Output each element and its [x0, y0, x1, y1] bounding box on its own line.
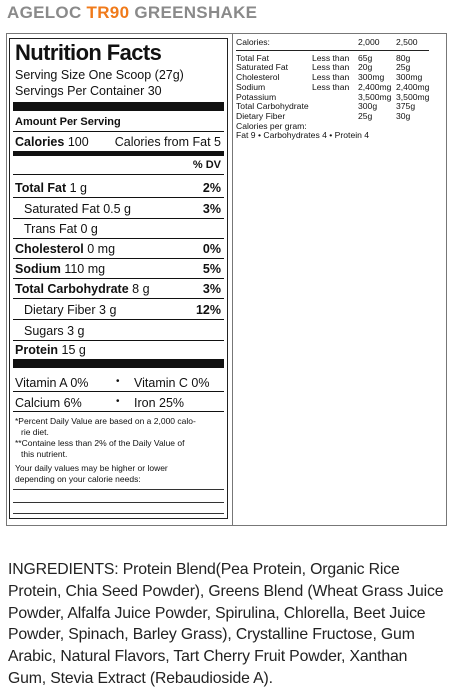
cholesterol-dv: 0%: [202, 242, 221, 256]
table-cell: Less than: [312, 72, 350, 83]
sat-fat-label: Saturated Fat 0.5 g: [24, 202, 132, 216]
sodium-label: Sodium: [15, 262, 61, 276]
protein-value: 15 g: [58, 343, 86, 357]
iron: Iron 25%: [134, 396, 185, 410]
table-cell: 25g: [358, 110, 373, 121]
rule: [13, 174, 224, 175]
brand-accent: TR90: [86, 3, 130, 22]
cholesterol-value: 0 mg: [83, 242, 116, 256]
rule: [13, 340, 224, 341]
table-cell: [312, 93, 358, 103]
nutrition-facts-box: [9, 38, 228, 519]
total-fat-dv: 2%: [202, 181, 221, 195]
table-cell: Potassium: [236, 91, 277, 102]
header-cell: 2,000: [358, 37, 380, 47]
rule: [13, 258, 224, 259]
calories-label: Calories: [15, 135, 65, 149]
table-cell: 300mg: [358, 72, 385, 83]
product-name: GREENSHAKE: [129, 3, 258, 22]
rule: [13, 513, 224, 514]
table-cell: Less than: [312, 81, 350, 92]
table-cell: 2,400mg: [358, 81, 392, 92]
daily-values-table: [236, 38, 429, 122]
table-cell: [312, 112, 358, 122]
carbs-row: [15, 282, 150, 296]
table-cell: 3,500mg: [396, 91, 430, 102]
carbs-label: Total Carbohydrate: [15, 282, 129, 296]
rule: [13, 411, 224, 412]
table-cell: 20g: [358, 62, 373, 73]
amount-per-serving: Amount Per Serving: [15, 116, 121, 128]
vitamin-a: Vitamin A 0%: [15, 376, 89, 390]
table-cell: Less than: [312, 52, 350, 63]
fiber-dv: 12%: [195, 303, 221, 317]
sodium-dv: 5%: [202, 262, 221, 276]
cholesterol-row: [15, 242, 115, 256]
medium-rule: [13, 151, 224, 156]
header-cell: [312, 38, 358, 48]
panel-divider: [232, 33, 233, 526]
sat-fat-dv: 3%: [202, 202, 221, 216]
carbs-value: 8 g: [128, 282, 150, 296]
rule: [13, 197, 224, 198]
thick-rule: [13, 102, 224, 111]
sugars-label: Sugars 3 g: [24, 324, 85, 338]
table-cell: 300mg: [396, 72, 423, 83]
footnote-less-than: **Containe less than 2% of the Daily Value of: [15, 438, 185, 448]
table-cell: Cholesterol: [236, 72, 280, 83]
table-cell: Sodium: [236, 81, 266, 92]
vitamin-c: Vitamin C 0%: [134, 376, 210, 390]
table-cell: 300g: [358, 101, 378, 112]
rule: [236, 50, 429, 51]
table-cell: [312, 102, 358, 112]
nutrition-facts-title: Nutrition Facts: [15, 40, 162, 65]
product-title: [7, 3, 257, 23]
protein-label: Protein: [15, 343, 59, 357]
footnote-calorie-needs: Your daily values may be higher or lower: [15, 463, 168, 473]
header-cell: Calories:: [236, 37, 270, 47]
table-cell: 2,400mg: [396, 81, 430, 92]
table-cell: 65g: [358, 52, 373, 63]
calories-per-gram-label: Calories per gram:: [236, 120, 307, 131]
table-cell: Saturated Fat: [236, 62, 289, 73]
table-cell: 375g: [396, 101, 416, 112]
ingredients-text: INGREDIENTS: Protein Blend(Pea Protein, Organic Rice Protein, Chia Seed Powder), Greens Blend (Wheat Grass Juice Powder, Alfalfa Juice Powder, Spirulina, Chlorella, Beet Juice Powder, Spinach, Barley Grass), Crystalline Fructose, Gum Arabic, Natural Flavors, Tart Cherry Fruit Powder, Xanthan Gum, Stevia Extract (Rebaudioside A).: [8, 561, 444, 687]
header-cell: 2,500: [396, 37, 418, 47]
footnote-calorie-needs-cont: depending on your calorie needs:: [15, 474, 141, 484]
rule: [13, 298, 224, 299]
trans-fat-label: Trans Fat 0 g: [24, 222, 98, 236]
table-cell: Less than: [312, 62, 350, 73]
table-cell: Total Carbohydrate: [236, 101, 309, 112]
table-cell: 30g: [396, 110, 411, 121]
table-cell: Dietary Fiber: [236, 110, 286, 121]
bullet: •: [116, 396, 120, 407]
sodium-value: 110 mg: [60, 262, 106, 276]
rule: [13, 278, 224, 279]
rule: [13, 131, 224, 132]
bullet: •: [116, 376, 120, 387]
calcium: Calcium 6%: [15, 396, 82, 410]
table-header-row: [236, 38, 429, 48]
table-cell: 80g: [396, 52, 411, 63]
cholesterol-label: Cholesterol: [15, 242, 84, 256]
table-cell: 3,500mg: [358, 91, 392, 102]
servings-per-container: Servings Per Container 30: [15, 84, 162, 98]
total-fat-label: Total Fat: [15, 181, 67, 195]
daily-values-reference: [236, 38, 441, 141]
brand-text: AGELOC: [7, 3, 87, 22]
calories-value: 100: [64, 135, 89, 149]
sodium-row: [15, 262, 105, 276]
dv-header: % DV: [192, 159, 221, 171]
total-fat-value: 1 g: [66, 181, 88, 195]
carbs-dv: 3%: [202, 282, 221, 296]
calories-row: [15, 135, 89, 149]
thick-rule: [13, 359, 224, 368]
rule: [13, 319, 224, 320]
protein-row: [15, 343, 86, 357]
footnote-dv-cont: rie diet.: [21, 427, 49, 437]
rule: [13, 238, 224, 239]
calories-per-gram: Fat 9 • Carbohydrates 4 • Protein 4: [236, 130, 370, 141]
calories-from-fat: Calories from Fat 5: [114, 135, 221, 149]
rule: [13, 489, 224, 490]
total-fat-row: [15, 181, 87, 195]
footnote-dv: *Percent Daily Value are based on a 2,000 calo-: [15, 416, 196, 426]
footnote-less-than-cont: this nutrient.: [21, 449, 68, 459]
serving-size: Serving Size One Scoop (27g): [15, 68, 184, 82]
table-cell: Total Fat: [236, 52, 269, 63]
rule: [13, 502, 224, 503]
rule: [13, 391, 224, 392]
fiber-label: Dietary Fiber 3 g: [24, 303, 117, 317]
rule: [13, 218, 224, 219]
table-cell: 25g: [396, 62, 411, 73]
